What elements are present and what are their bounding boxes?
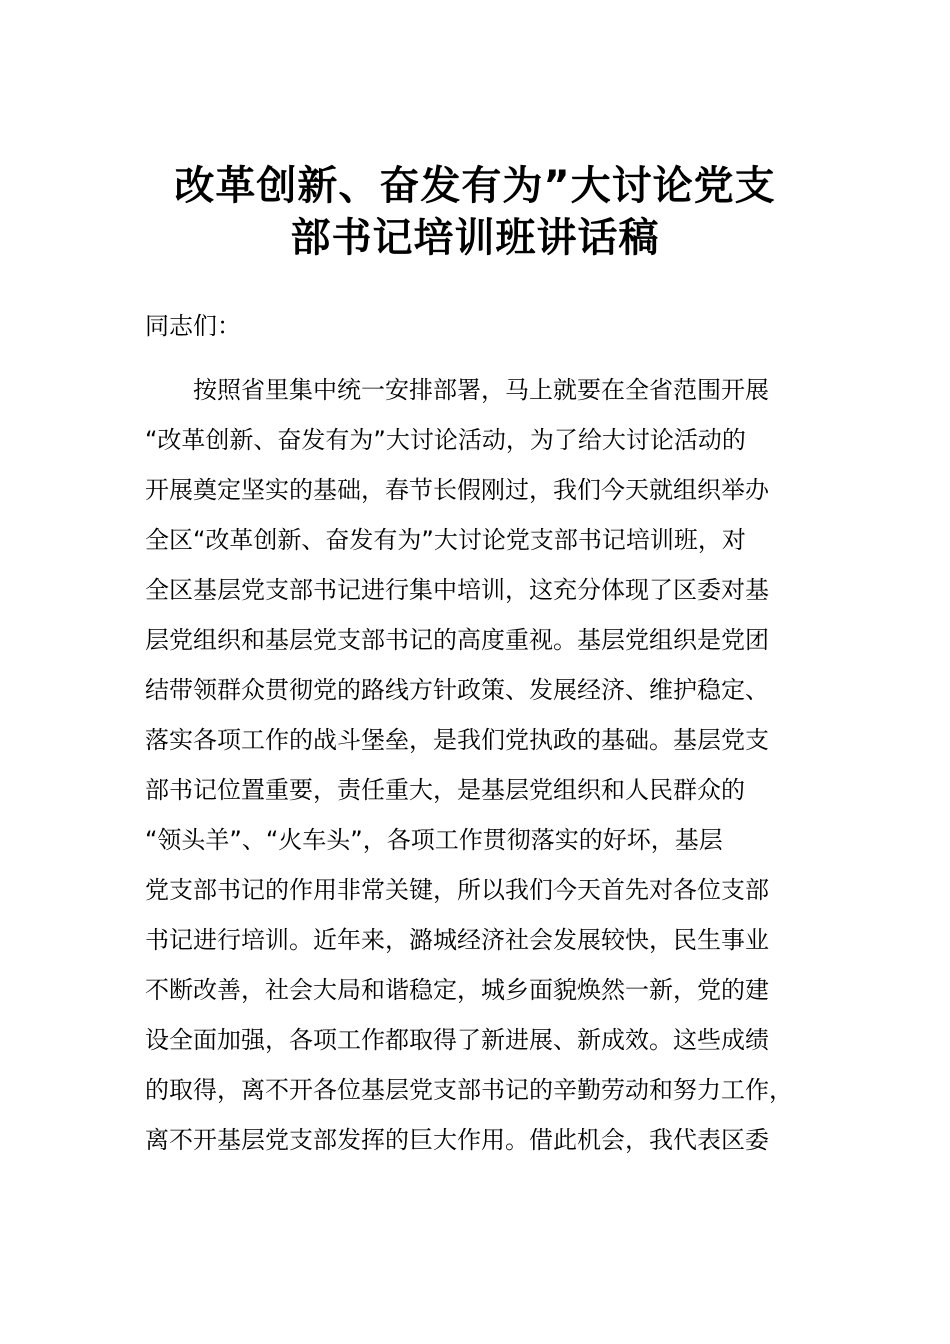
body-line: 部书记位置重要，责任重大，是基层党组织和人民群众的 <box>145 776 745 804</box>
body-line: “领头羊”、“火车头”，各项工作贯彻落实的好坏，基层 <box>145 826 723 854</box>
body-line: 结带领群众贯彻党的路线方针政策、发展经济、维护稳定、 <box>145 676 769 704</box>
body-line: 全区基层党支部书记进行集中培训，这充分体现了区委对基 <box>145 576 769 604</box>
body-line: 开展奠定坚实的基础，春节长假刚过，我们今天就组织举办 <box>145 476 769 504</box>
body-line: 离不开基层党支部发挥的巨大作用。借此机会，我代表区委 <box>145 1126 769 1154</box>
title-line-2: 部书记培训班讲话稿 <box>290 215 660 261</box>
body-line: 按照省里集中统一安排部署，马上就要在全省范围开展 <box>145 376 769 404</box>
salutation: 同志们： <box>145 312 241 340</box>
body-line: “改革创新、奋发有为”大讨论活动，为了给大讨论活动的 <box>145 426 746 454</box>
document-title <box>130 160 820 264</box>
title-line-1: 改革创新、奋发有为”大讨论党支 <box>174 163 776 209</box>
body-paragraph <box>145 365 805 1165</box>
body-line: 不断改善，社会大局和谐稳定，城乡面貌焕然一新，党的建 <box>145 976 769 1004</box>
body-line: 层党组织和基层党支部书记的高度重视。基层党组织是党团 <box>145 626 769 654</box>
body-line: 党支部书记的作用非常关键，所以我们今天首先对各位支部 <box>145 876 769 904</box>
body-line: 设全面加强，各项工作都取得了新进展、新成效。这些成绩 <box>145 1026 769 1054</box>
body-line: 全区“改革创新、奋发有为”大讨论党支部书记培训班，对 <box>145 526 746 554</box>
body-line: 的取得，离不开各位基层党支部书记的辛勤劳动和努力工作， <box>145 1076 793 1104</box>
body-line: 落实各项工作的战斗堡垒，是我们党执政的基础。基层党支 <box>145 726 769 754</box>
body-line: 书记进行培训。近年来，潞城经济社会发展较快，民生事业 <box>145 926 769 954</box>
